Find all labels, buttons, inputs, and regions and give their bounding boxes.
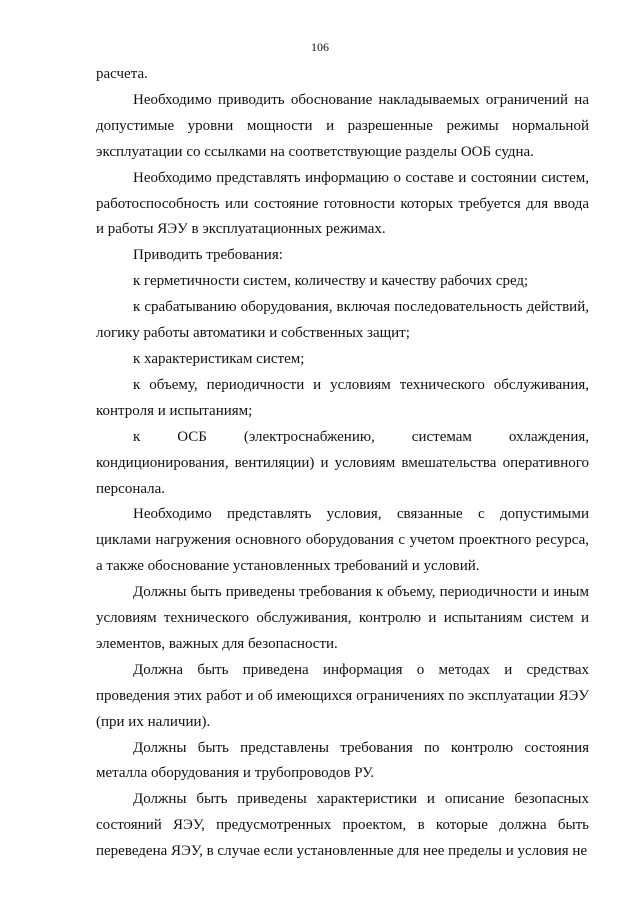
paragraph: Должны быть представлены требования по контролю состояния металла оборудования и трубопроводов РУ. [96, 739, 589, 782]
list-item: к объему, периодичности и условиям технического обслуживания, контроля и испытаниям; [96, 376, 589, 419]
list-item: к герметичности систем, количеству и качеству рабочих сред; [133, 273, 529, 290]
list-item: к срабатыванию оборудования, включая последовательность действий, логику работы автоматики и собственных защит; [96, 299, 589, 342]
page-number: 106 [311, 40, 329, 54]
paragraph: Должны быть приведены характеристики и описание безопасных состояний ЯЭУ, предусмотренных проектом, в которые должна быть переведена ЯЭУ, в случае если установленные для нее пределы и условия не [96, 791, 589, 860]
paragraph: расчета. [96, 66, 148, 82]
list-item: к ОСБ (электроснабжению, системам охлаждения, кондиционирования, вентиляции) и условиям вмешательства оперативного персонала. [96, 428, 589, 497]
paragraph: Необходимо приводить обоснование накладываемых ограничений на допустимые уровни мощности и разрешенные режимы нормальной эксплуатации со ссылками на соответствующие разделы ООБ судна. [96, 91, 589, 160]
list-item: к характеристикам систем; [133, 350, 305, 367]
paragraph: Должна быть приведена информация о методах и средствах проведения этих работ и об имеющихся ограничениях по эксплуатации ЯЭУ (при их наличии). [96, 661, 589, 730]
paragraph: Должны быть приведены требования к объему, периодичности и иным условиям технического обслуживания, контролю и испытаниям систем и элементов, важных для безопасности. [96, 584, 589, 652]
paragraph: Необходимо представлять информацию о составе и состоянии систем, работоспособность или состояние готовности которых требуется для ввода и работы ЯЭУ в эксплуатационных режимах. [96, 169, 589, 238]
paragraph: Необходимо представлять условия, связанные с допустимыми циклами нагружения основного оборудования с учетом проектного ресурса, а также обоснование установленных требований и условий. [96, 506, 589, 575]
paragraph: Приводить требования: [133, 247, 283, 264]
document-body [96, 62, 589, 865]
